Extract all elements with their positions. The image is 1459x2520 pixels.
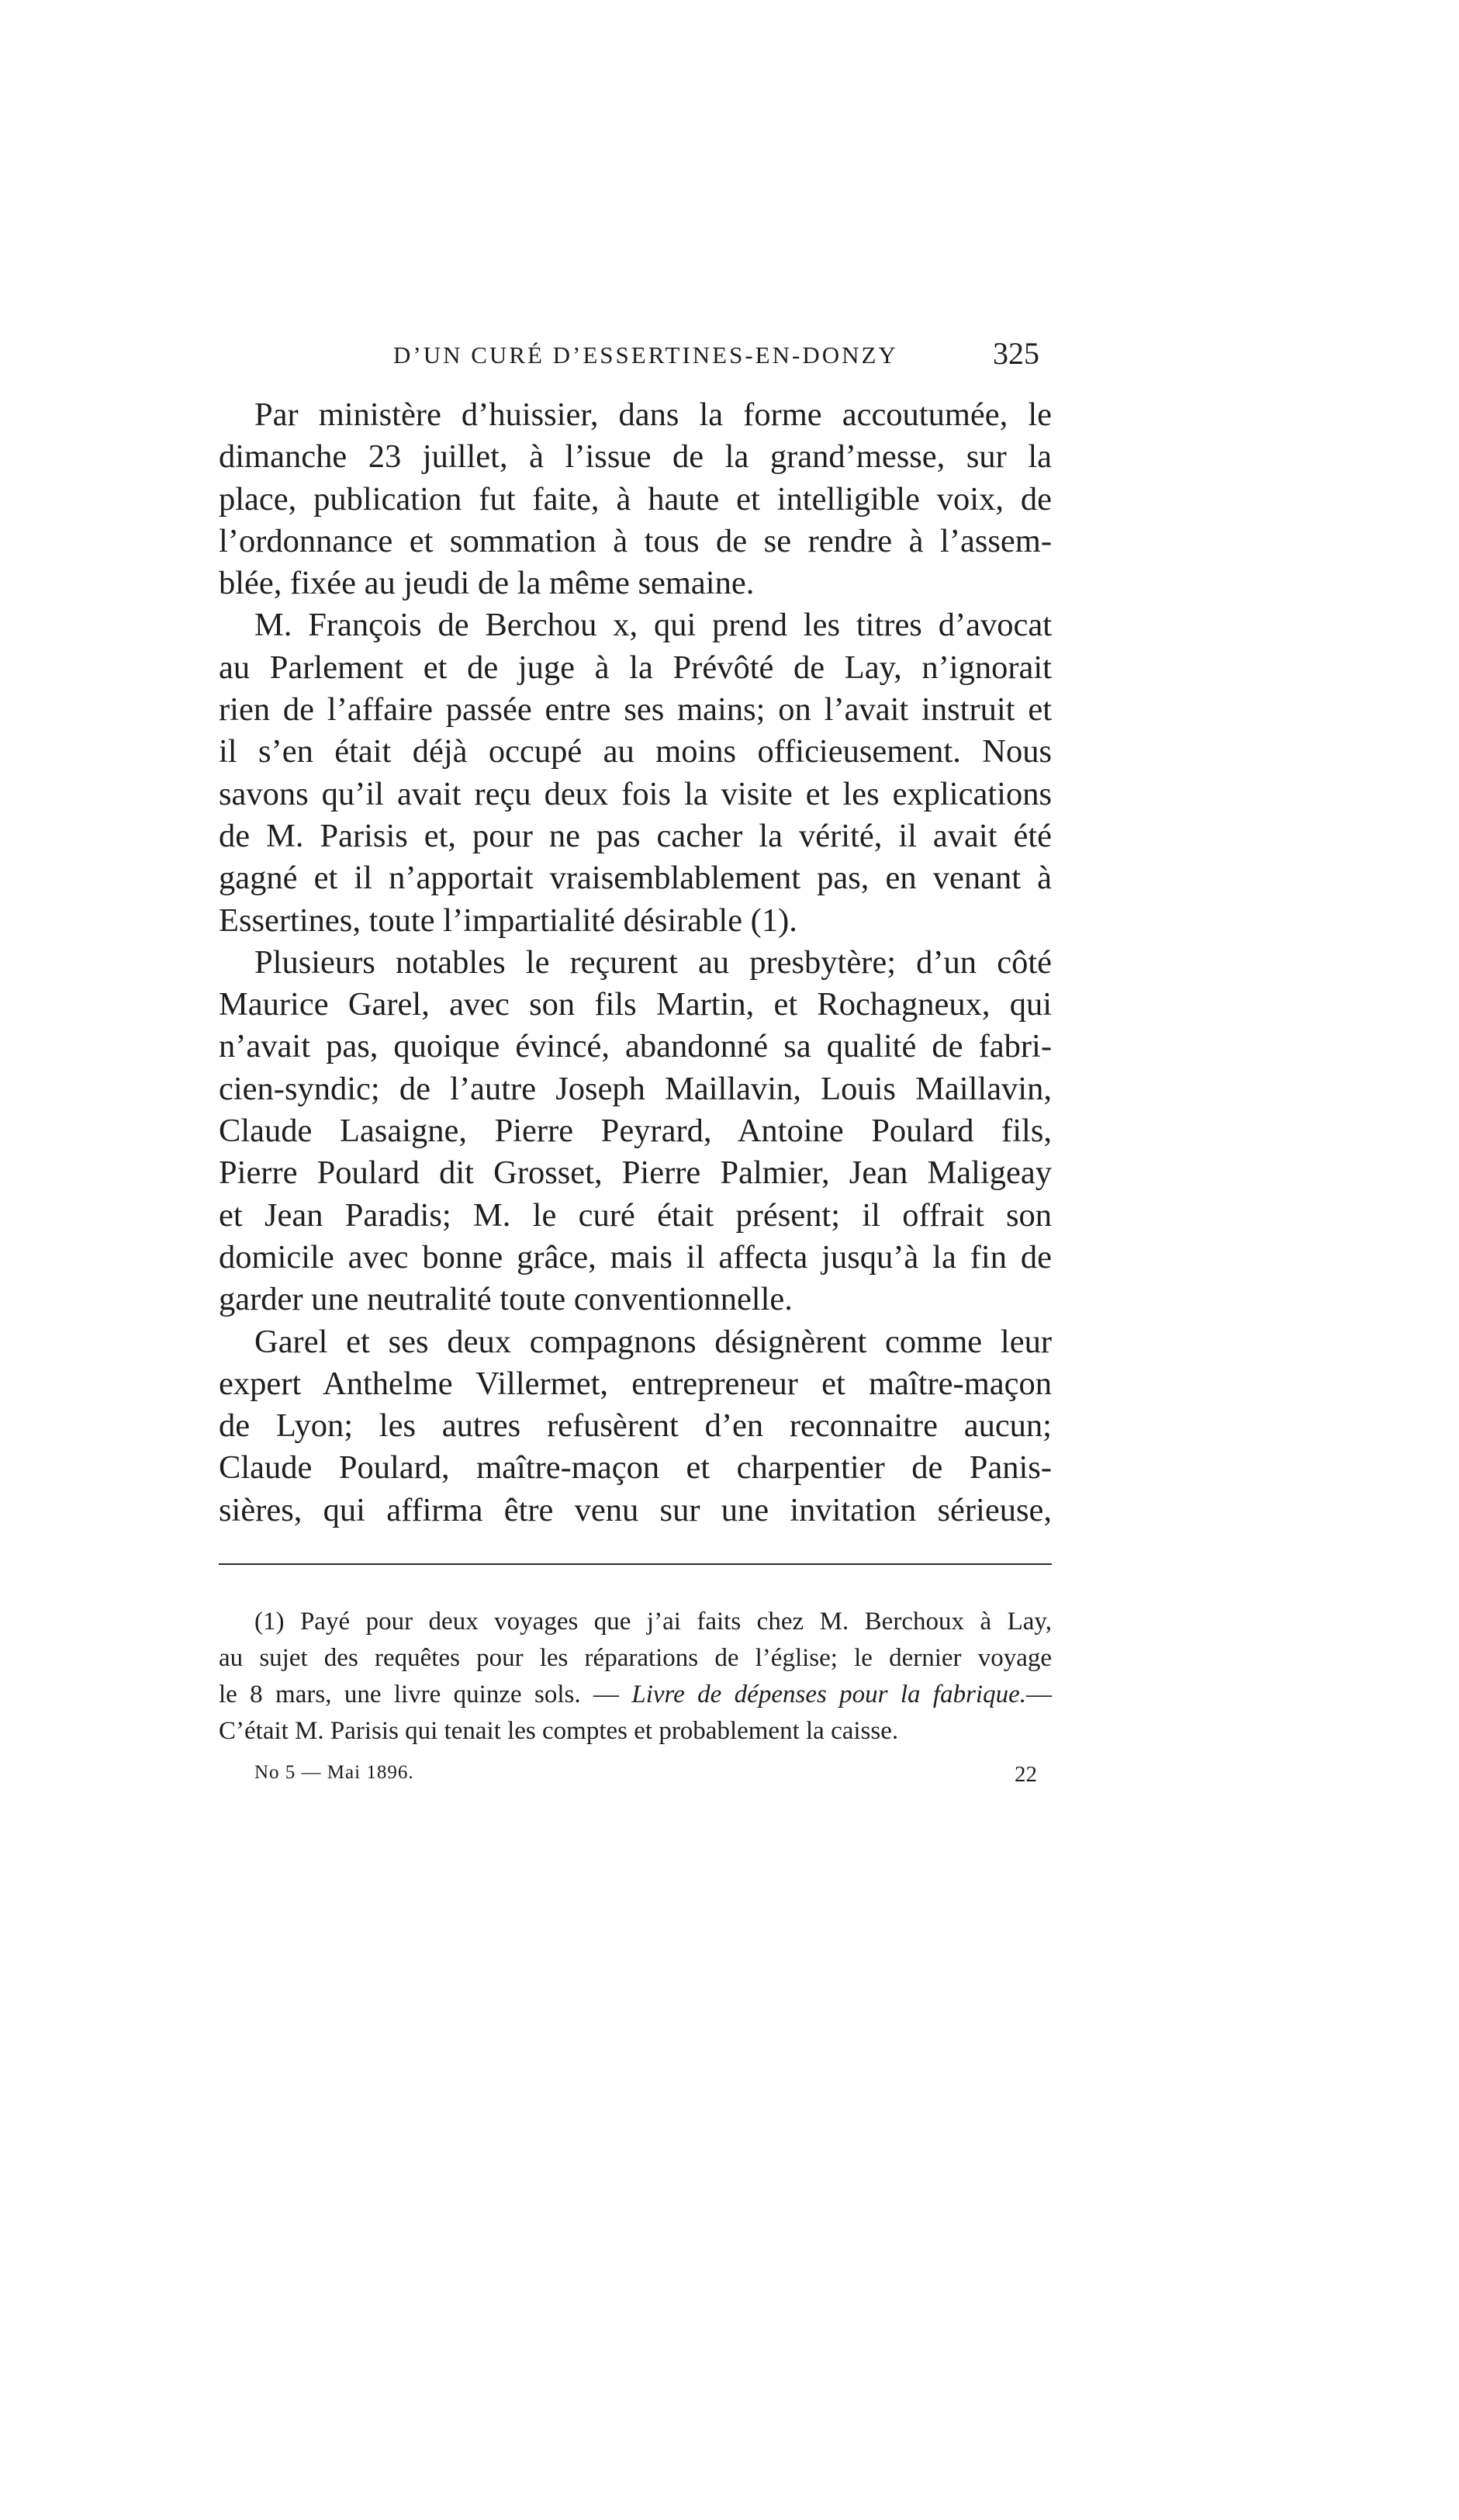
document-page: [219, 334, 1052, 1795]
text-line: savons qu’il avait reçu deux fois la visite et les explications: [219, 775, 1052, 812]
text-line: cien-syndic; de l’autre Joseph Maillavin, Louis Maillavin,: [219, 1070, 1052, 1107]
footnote-divider: [219, 1563, 1052, 1565]
footnote-dash: —: [1026, 1681, 1052, 1709]
text-line: dimanche 23 juillet, à l’issue de la grand’messe, sur la: [219, 438, 1052, 476]
issue-signature: No 5 — Mai 1896.: [254, 1762, 414, 1784]
sheet-signature: 22: [1015, 1762, 1037, 1788]
page-number: 325: [993, 336, 1039, 371]
text-line: l’ordonnance et sommation à tous de se rendre à l’assem-: [219, 522, 1052, 559]
text-line: Claude Lasaigne, Pierre Peyrard, Antoine Poulard fils,: [219, 1113, 1052, 1150]
text-line: place, publication fut faite, à haute et intelligible voix, de: [219, 480, 1052, 518]
signature-line: [219, 1762, 1052, 1795]
footnote-line: (1) Payé pour deux voyages que j’ai faits chez M. Berchoux à Lay,: [254, 1608, 1052, 1636]
text-line: gagné et il n’apportait vraisemblablement pas, en venant à: [219, 860, 1052, 897]
text-line: garder une neutralité toute conventionnelle.: [219, 1281, 793, 1318]
text-line: blée, fixée au jeudi de la même semaine.: [219, 565, 755, 602]
text-line: Par ministère d’huissier, dans la forme accoutumée, le: [254, 396, 1052, 433]
text-line: n’avait pas, quoique évincé, abandonné sa qualité de fabri-: [219, 1028, 1052, 1065]
text-line: de Lyon; les autres refusèrent d’en reconnaitre aucun;: [219, 1407, 1052, 1445]
text-line: Essertines, toute l’impartialité désirable (1).: [219, 902, 797, 939]
text-line: Claude Poulard, maître-maçon et charpentier de Panis-: [219, 1449, 1052, 1487]
text-line: domicile avec bonne grâce, mais il affecta jusqu’à la fin de: [219, 1238, 1052, 1276]
text-line: rien de l’affaire passée entre ses mains; on l’avait instruit et: [219, 691, 1052, 729]
footnote-text: le 8 mars, une livre quinze sols. —: [219, 1681, 619, 1709]
text-line: de M. Parisis et, pour ne pas cacher la vérité, il avait été: [219, 817, 1052, 854]
footnote-line: C’était M. Parisis qui tenait les comptes et probablement la caisse.: [219, 1717, 899, 1746]
text-line: sières, qui affirma être venu sur une invitation sérieuse,: [219, 1491, 1052, 1528]
text-line: expert Anthelme Villermet, entrepreneur et maître-maçon: [219, 1365, 1052, 1402]
text-line: M. François de Berchou x, qui prend les titres d’avocat: [254, 607, 1052, 644]
footnote-line: au sujet des requêtes pour les réparations de l’église; le dernier voyage: [219, 1644, 1052, 1673]
running-title: D’UN CURÉ D’ESSERTINES-EN-DONZY: [393, 341, 898, 369]
text-line: il s’en était déjà occupé au moins officieusement. Nous: [219, 733, 1052, 770]
text-line: Plusieurs notables le reçurent au presbytère; d’un côté: [254, 943, 1052, 981]
body-text: [219, 394, 1052, 1532]
text-line: et Jean Paradis; M. le curé était présent; il offrait son: [219, 1196, 1052, 1234]
footnotes: [219, 1604, 1052, 1750]
text-line: Pierre Poulard dit Grosset, Pierre Palmier, Jean Maligeay: [219, 1154, 1052, 1192]
footnote-italic-title: Livre de dépenses pour la fabrique.: [631, 1681, 1026, 1709]
text-line: au Parlement et de juge à la Prévôté de Lay, n’ignorait: [219, 649, 1052, 686]
text-line: Garel et ses deux compagnons désignèrent comme leur: [254, 1323, 1052, 1360]
text-line: Maurice Garel, avec son fils Martin, et Rochagneux, qui: [219, 986, 1052, 1023]
running-head: [219, 334, 1052, 380]
footnote-line: [219, 1677, 1052, 1713]
